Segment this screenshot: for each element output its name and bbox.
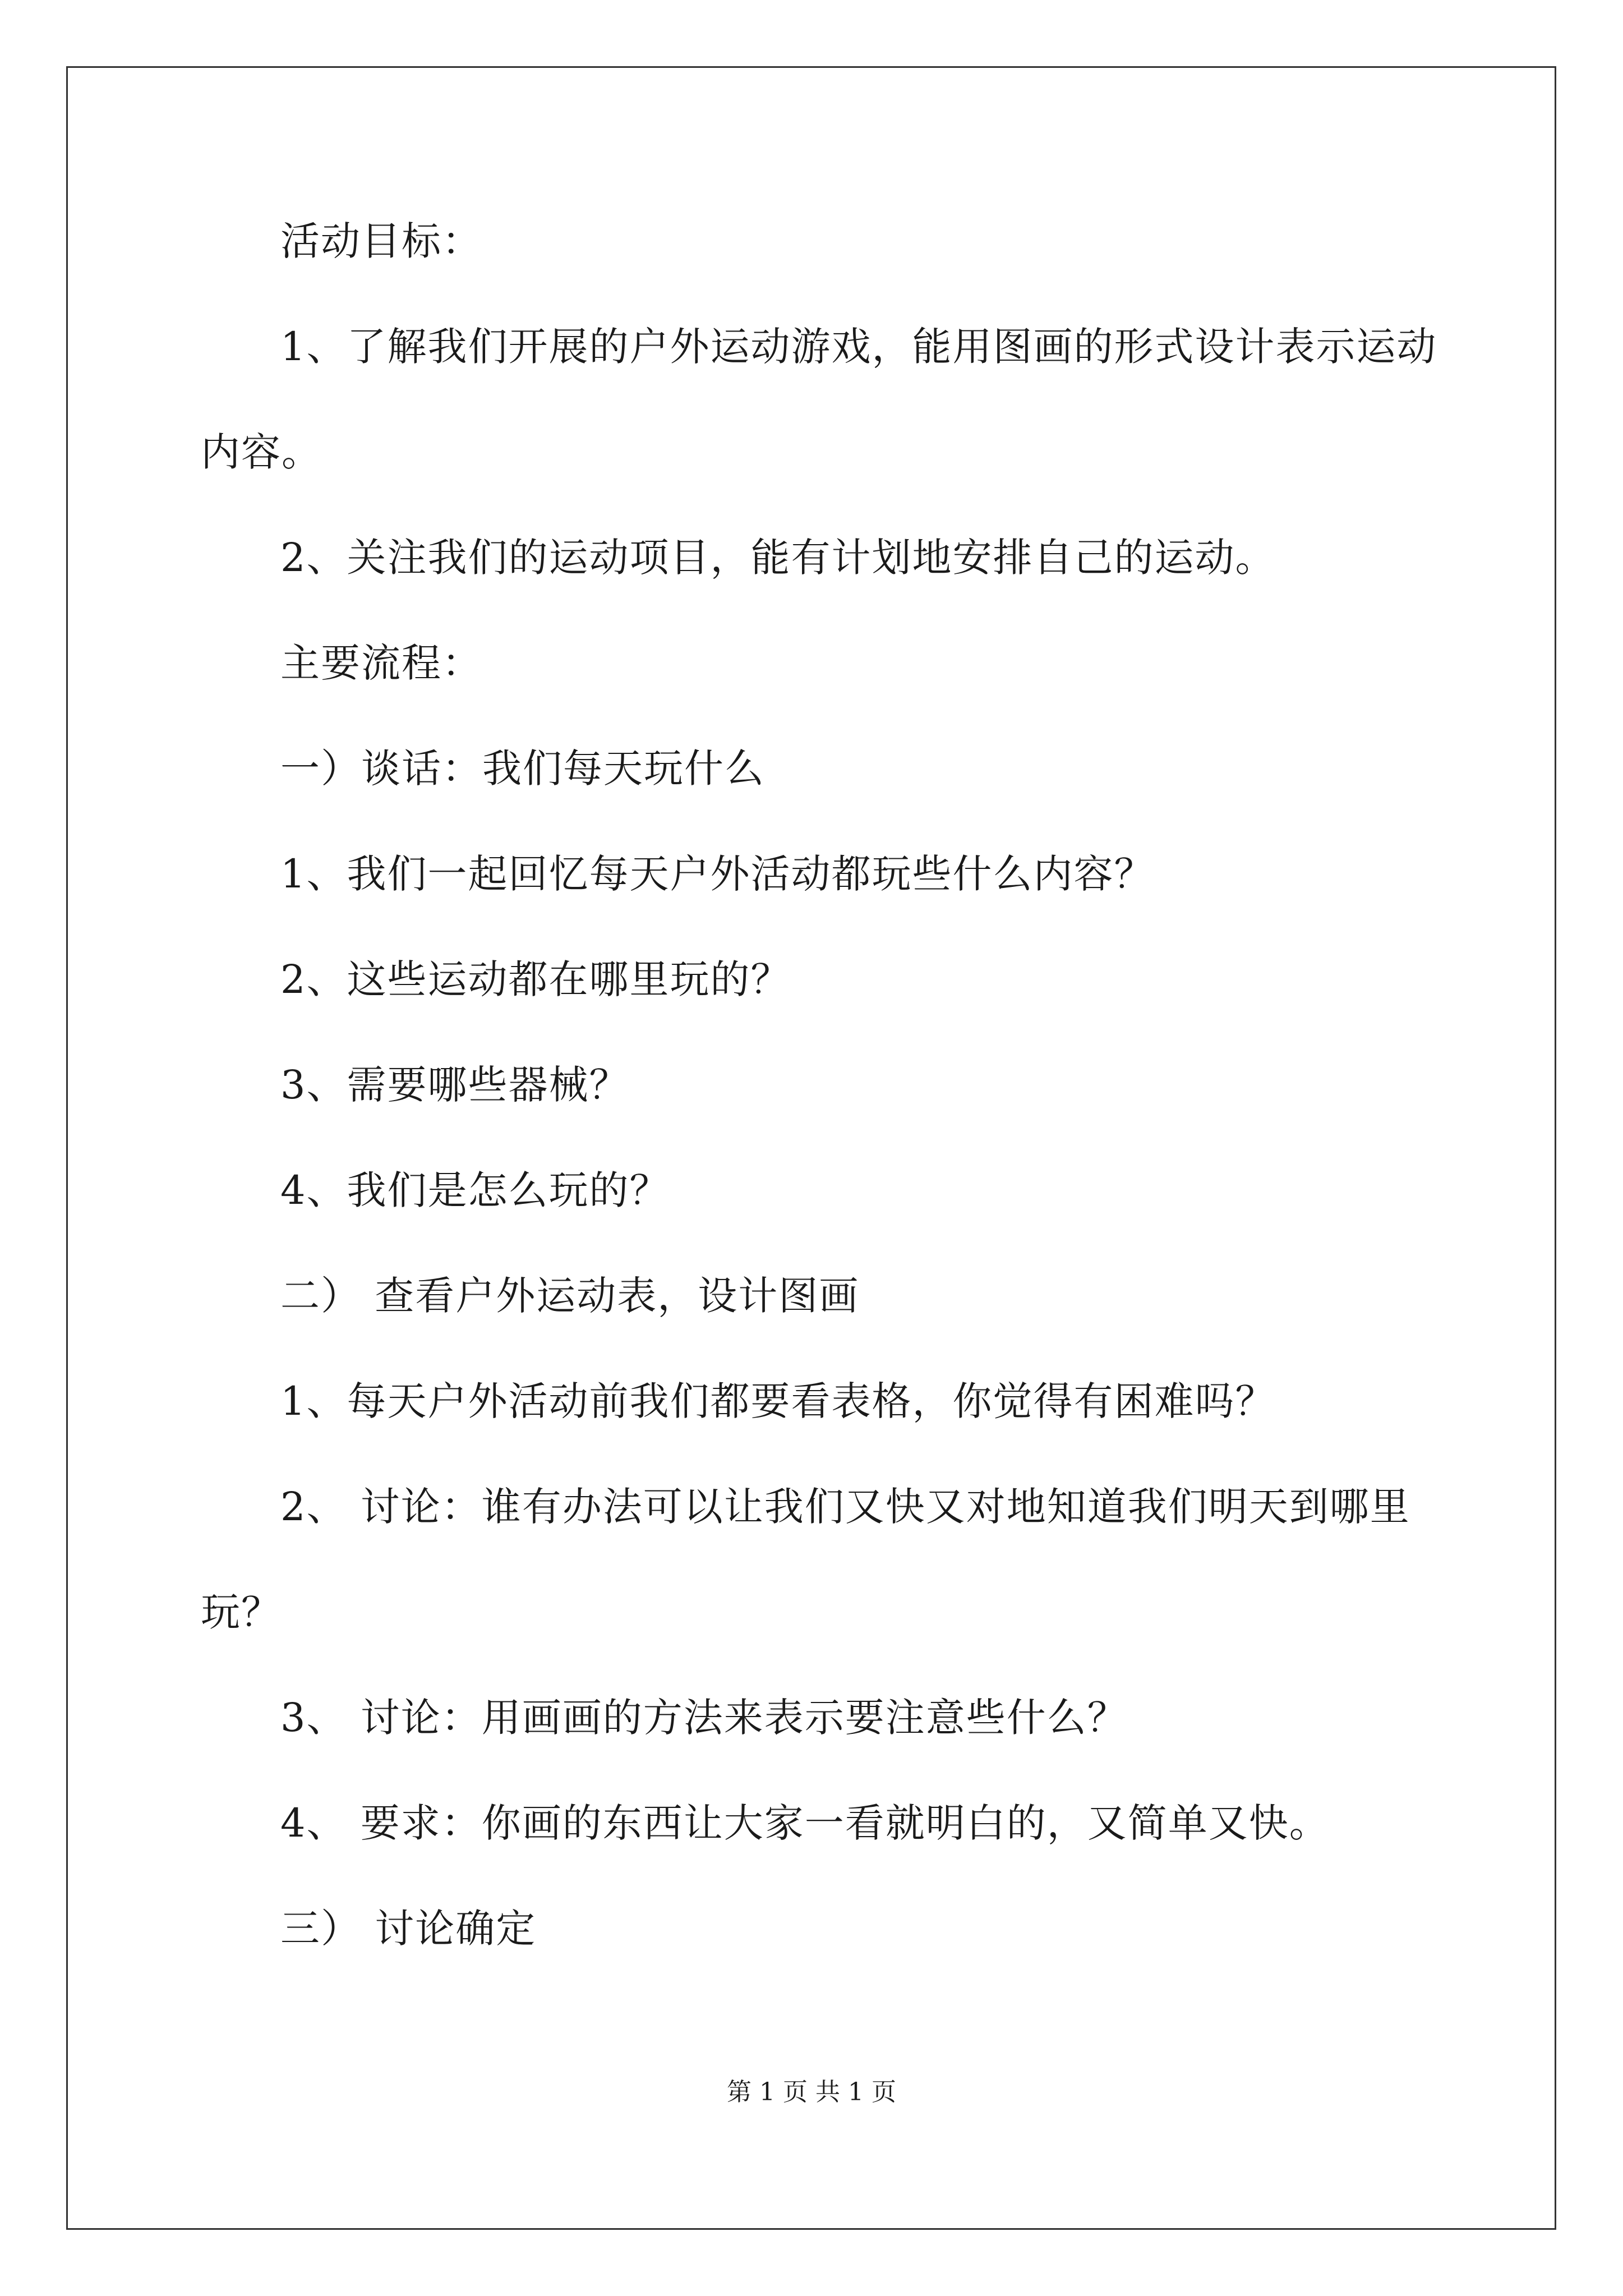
paragraph-section-1-title: 一）谈话：我们每天玩什么: [280, 746, 765, 792]
paragraph-section-2-item-3: 3、 讨论：用画画的方法来表示要注意些什么？: [280, 1695, 1128, 1741]
document-body: [201, 218, 1437, 2014]
paragraph-section-1-item-1: 1、我们一起回忆每天户外活动都玩些什么内容？: [280, 851, 1155, 897]
paragraph-section-1-item-4: 4、我们是怎么玩的？: [280, 1167, 670, 1213]
paragraph-goal-2: 2、关注我们的运动项目，能有计划地安排自己的运动。: [280, 535, 1276, 581]
paragraph-goal-1: 1、了解我们开展的户外运动游戏，能用图画的形式设计表示运动: [280, 324, 1437, 370]
paragraph-activity-goals-heading: 活动目标：: [280, 218, 482, 264]
paragraph-section-2-title: 二） 查看户外运动表，设计图画: [280, 1273, 860, 1319]
paragraph-section-3-title: 三） 讨论确定: [280, 1906, 537, 1952]
paragraph-section-2-item-1: 1、每天户外活动前我们都要看表格，你觉得有困难吗？: [280, 1378, 1276, 1424]
paragraph-section-2-item-2: 2、 讨论：谁有办法可以让我们又快又对地知道我们明天到哪里: [280, 1484, 1410, 1530]
paragraph-section-2-item-4: 4、 要求：你画的东西让大家一看就明白的，又简单又快。: [280, 1800, 1330, 1846]
page-number-footer: 第 1 页 共 1 页: [727, 2078, 896, 2106]
paragraph-section-1-item-2: 2、这些运动都在哪里玩的？: [280, 956, 791, 1002]
paragraph-section-2-item-2-continued: 玩？: [201, 1589, 282, 1635]
paragraph-goal-1-continued: 内容。: [201, 429, 322, 475]
paragraph-main-process-heading: 主要流程：: [280, 640, 482, 686]
paragraph-section-1-item-3: 3、需要哪些器械？: [280, 1062, 630, 1108]
